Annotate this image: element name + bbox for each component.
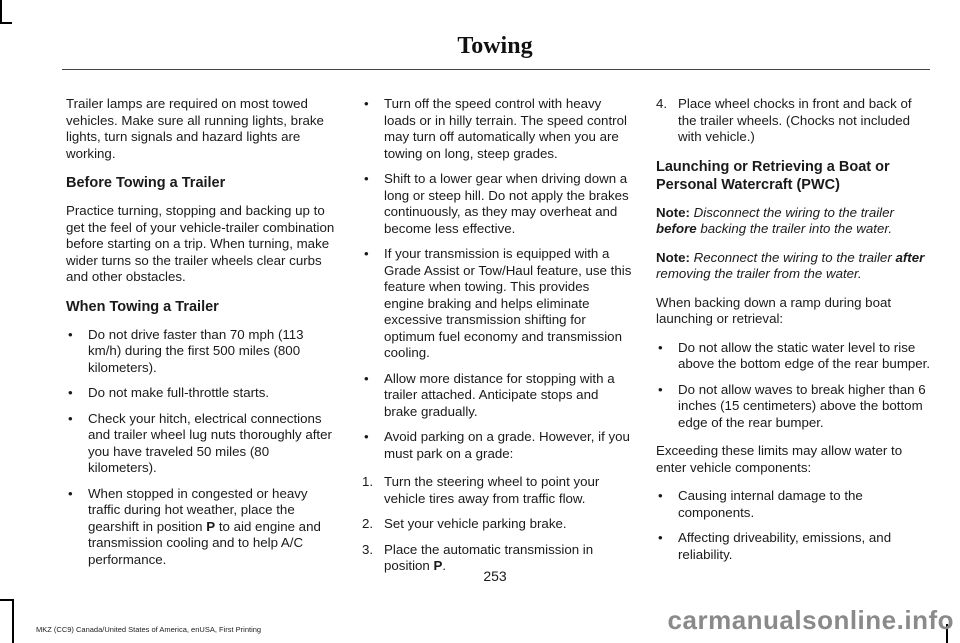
text-run: Place the automatic transmission in position [384, 541, 594, 573]
list-item-text [88, 486, 321, 567]
parking-steps-list [362, 474, 632, 575]
bullet-marker: • [658, 530, 663, 545]
bullet-marker: • [658, 381, 663, 397]
gear-position-p: P [433, 558, 443, 573]
list-item [656, 530, 931, 563]
list-item-text: Do not allow waves to break higher than 6 inches (15 centimeters) above the bottom edge of the rear bumper. [678, 381, 926, 430]
list-item-text: Do not make full-throttle starts. [88, 385, 270, 400]
list-item [66, 327, 336, 377]
note-reconnect [656, 250, 931, 283]
list-item [362, 371, 632, 421]
numbered-step [362, 474, 632, 507]
bullet-marker: • [364, 370, 369, 386]
text-run: removing the trailer from the water. [656, 266, 862, 281]
crop-mark [0, 22, 12, 24]
list-item-text: Affecting driveability, emissions, and reliability. [678, 530, 892, 562]
list-item-text: Causing internal damage to the components. [678, 488, 863, 520]
emphasis: after [895, 249, 925, 265]
list-item-text: Allow more distance for stopping with a trailer attached. Anticipate stops and brake gradually. [384, 370, 615, 419]
list-item [656, 488, 931, 521]
list-item [66, 486, 336, 569]
text-run: Reconnect the wiring to the trailer [689, 249, 896, 265]
watermark: carmanualsonline.info [667, 605, 954, 635]
section-heading-before-towing: Before Towing a Trailer [66, 175, 226, 191]
intro-paragraph: Trailer lamps are required on most towed vehicles. Make sure all running lights, brake lights, turn signals and hazard lights are working. [66, 96, 324, 161]
list-item [66, 385, 336, 402]
page-number: 253 [483, 568, 507, 584]
text-run: backing the trailer into the water. [696, 221, 893, 236]
step-text: Place wheel chocks in front and back of the trailer wheels. (Chocks not included with vehicle.) [678, 96, 912, 144]
list-item-text: Turn off the speed control with heavy loads or in hilly terrain. The speed control may turn off automatically when you are towing on long, steep grades. [384, 96, 627, 161]
section-heading-when-towing: When Towing a Trailer [66, 298, 219, 315]
list-item [656, 382, 931, 432]
bullet-marker: • [68, 385, 73, 400]
section-heading-launching: Launching or Retrieving a Boat or Personal Watercraft (PWC) [656, 158, 890, 193]
list-item [362, 96, 632, 162]
text-run: . [442, 558, 447, 573]
list-item-text: Check your hitch, electrical connections and trailer wheel lug nuts thoroughly after you have traveled 50 miles (80 kilometers). [88, 410, 332, 475]
list-item [362, 429, 632, 462]
step-number: 4. [656, 96, 668, 111]
bullet-marker: • [364, 96, 369, 111]
column-right [656, 96, 931, 575]
towing-tips-list [362, 96, 632, 462]
bullet-marker: • [658, 339, 663, 355]
crop-mark [12, 599, 14, 643]
footer-print-info: MKZ (CC9) Canada/United States of America, enUSA, First Printing [36, 625, 262, 634]
note-label: Note: [656, 249, 690, 265]
text-run: Disconnect the wiring to the trailer [689, 204, 894, 220]
step-text: Turn the steering wheel to point your vehicle tires away from traffic flow. [384, 474, 600, 506]
header-rule [62, 69, 930, 70]
bullet-marker: • [658, 488, 663, 503]
numbered-step [362, 516, 632, 533]
list-item-text: Shift to a lower gear when driving down a long or steep hill. Do not apply the brakes continuously, as they may overheat and become less effective. [384, 171, 629, 236]
exceeding-paragraph: Exceeding these limits may allow water to enter vehicle components: [656, 443, 903, 475]
step-number: 3. [362, 541, 374, 557]
text-run: to aid engine and transmission cooling and to help A/C performance. [88, 518, 321, 567]
column-middle [362, 96, 632, 587]
text-run: When stopped in congested or heavy traffic during hot weather, place the gearshift in position [88, 485, 308, 534]
bullet-marker: • [68, 485, 73, 501]
emphasis: before [656, 221, 697, 236]
list-item-text: Do not allow the static water level to rise above the bottom edge of the rear bumper. [678, 339, 931, 371]
consequences-list [656, 488, 931, 563]
list-item [656, 340, 931, 373]
bullet-marker: • [364, 171, 369, 186]
step-number: 2. [362, 516, 374, 531]
list-item-text: Avoid parking on a grade. However, if you must park on a grade: [384, 429, 630, 461]
crop-mark [0, 599, 12, 601]
bullet-marker: • [68, 326, 73, 342]
backing-paragraph: When backing down a ramp during boat launching or retrieval: [656, 294, 892, 326]
bullet-marker: • [68, 410, 73, 426]
column-left [66, 96, 336, 580]
before-towing-paragraph: Practice turning, stopping and backing up to get the feel of your vehicle-trailer combination before starting on a trip. When turning, make wider turns so the trailer wheels clear curbs and other obstacles. [66, 203, 335, 284]
note-label: Note: [656, 204, 690, 220]
gear-position-p: P [206, 518, 216, 534]
step-number: 1. [362, 474, 374, 489]
step-text: Set your vehicle parking brake. [384, 516, 567, 531]
page-title: Towing [457, 33, 533, 59]
list-item [66, 411, 336, 477]
crop-mark [0, 0, 2, 24]
parking-steps-list-continued [656, 96, 931, 146]
water-level-list [656, 340, 931, 432]
when-towing-list [66, 327, 336, 569]
list-item-text: Do not drive faster than 70 mph (113 km/h) during the first 500 miles (800 kilometers). [88, 326, 304, 375]
list-item-text: If your transmission is equipped with a Grade Assist or Tow/Haul feature, use this feature when towing. This provides engine braking and helps eliminate excessive transmission shifting for optimum fuel economy and transmission cooling. [384, 246, 632, 360]
bullet-marker: • [364, 246, 369, 261]
list-item [362, 246, 632, 362]
bullet-marker: • [364, 429, 369, 444]
list-item [362, 171, 632, 237]
note-disconnect [656, 205, 931, 238]
numbered-step [656, 96, 931, 146]
